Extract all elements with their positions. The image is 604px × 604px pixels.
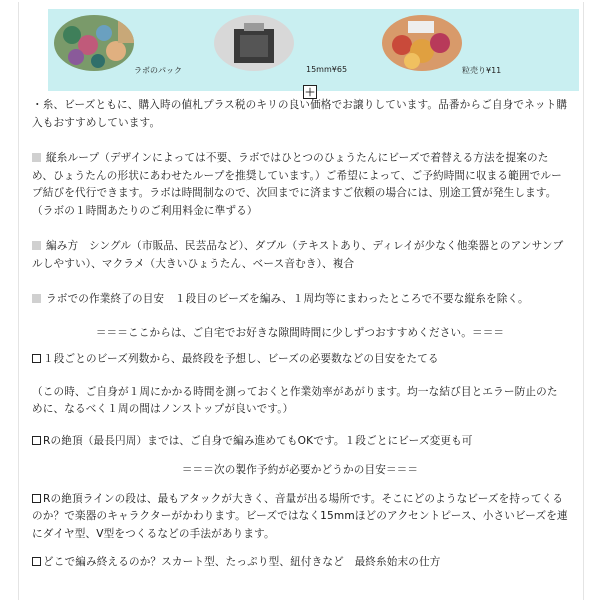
bullet-icon: [32, 241, 41, 250]
checklist-item-attack[interactable]: Rの絶頂ラインの段は、最もアタックが大きく、音量が出る場所です。そこにどのようなビーズを持ってくるのか？で楽器のキャラクターがかわります。ビーズではなく15mmほどのアクセントピース、小さいビーズを連にダイヤ型、V型をつくるなどの手法があります。: [32, 492, 568, 540]
checkbox-icon[interactable]: [32, 436, 41, 445]
image-caption-2: 15mm¥65: [306, 65, 348, 74]
bullet-icon: [32, 153, 41, 162]
paragraph-loop: 縦糸ループ（デザインによっては不要、ラボではひとつのひょうたんにビーズで着替える方法を提案のため、ひょうたんの形状にあわせたループを推奨しています。）ご希望によって、ご予約時間に収まる範囲でループ結びを代行できます。ラボは時間制なので、次回までに済ますご依頼の場合には、別途工賃が発生します。（ラボの１時間あたりのご利用料金に準ずる）: [32, 152, 562, 217]
image-caption-3: 粒売り¥11: [462, 66, 502, 75]
beads-photo-icon[interactable]: [54, 15, 134, 71]
section-divider-next: ＝＝＝次の製作予約が必要かどうかの目安＝＝＝: [181, 464, 419, 476]
bag-photo-icon[interactable]: [214, 15, 294, 71]
bullet-icon: [32, 294, 41, 303]
checkbox-icon[interactable]: [32, 557, 41, 566]
image-caption-1: ラボのパック: [134, 66, 182, 75]
jar-photo-icon[interactable]: [382, 15, 462, 71]
paragraph-note: （この時、ご自身が１周にかかる時間を測っておくと作業効率があがります。均一な結び目とエラー防止のために、なるべく１周の間はノンストップが良いです。）: [32, 385, 558, 415]
checkbox-icon[interactable]: [32, 494, 41, 503]
image-banner: [48, 9, 579, 91]
checklist-item-finish[interactable]: どこで編み終えるのか？スカート型、たっぷり型、紐付きなど 最終糸始末の仕方: [32, 554, 568, 572]
document-body: [32, 97, 568, 572]
paragraph-lab-finish: ラボでの作業終了の目安 １段目のビーズを編み、１周均等にまわったところで不要な縦糸を除く。: [32, 291, 568, 309]
checklist-item-bead-count[interactable]: １段ごとのビーズ列数から、最終段を予想し、ビーズの必要数などの目安をたてる: [32, 351, 568, 369]
paragraph-purchase: ・糸、ビーズともに、購入時の値札プラス税のキリの良い価格でお譲りしています。品番からご自身でネット購入もおすすめしています。: [32, 99, 568, 129]
section-divider-home: ＝＝＝ここからは、ご自宅でお好きな隙間時間に少しずつおすすめください。＝＝＝: [95, 326, 505, 339]
paragraph-knitting-method: 編み方 シングル（市販品、民芸品など）、ダブル（テキストあり、ディレイが少なく他楽器とのアンサンブルしやすい）、マクラメ（大きいひょうたん、ベース音むき）、複合: [32, 240, 564, 270]
checkbox-icon[interactable]: [32, 354, 41, 363]
checklist-item-r-peak[interactable]: Rの絶頂（最長円周）までは、ご自身で編み進めてもOKです。１段ごとにビーズ変更も可: [32, 433, 568, 451]
